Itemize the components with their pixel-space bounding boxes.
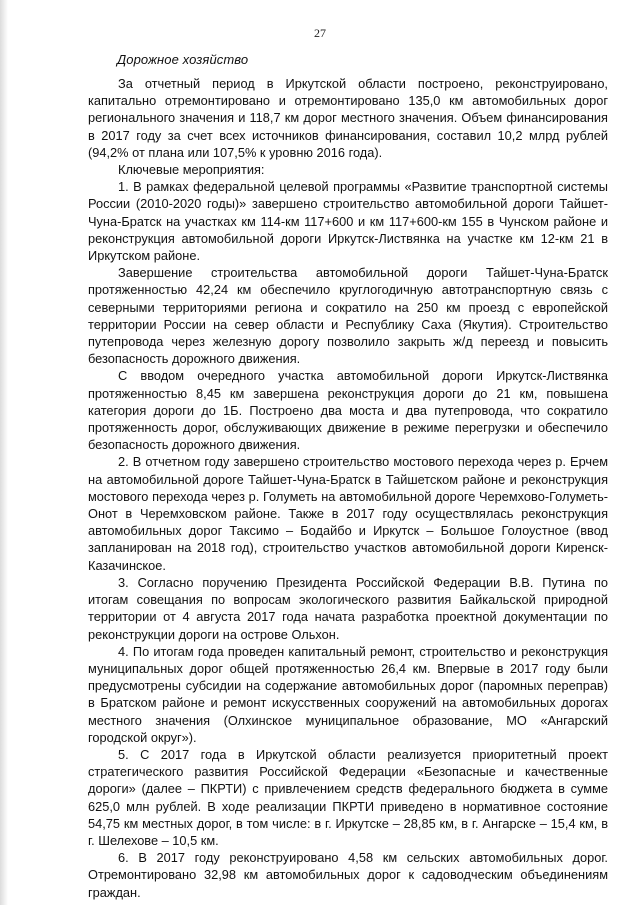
item-5-paragraph: 5. С 2017 года в Иркутской области реализуется приоритетный проект стратегического развития Российской Федерации «Безопасные и качественные дороги» (далее – ПКРТИ) с привлечением средств федерального бюджета в сумме 625,0 млн рублей. В ходе реализации ПКРТИ приведено в нормативное состояние 54,75 км местных дорог, в том числе: в г. Иркутске – 28,85 км, в г. Ангарске – 15,4 км, в г. Шелехове – 10,5 км. xyxy=(88,746,608,848)
document-body xyxy=(88,75,608,901)
scan-edge-shadow xyxy=(0,0,8,905)
item-1-paragraph: 1. В рамках федеральной целевой программы «Развитие транспортной системы России (2010-2020 годы)» завершено строительство автомобильной дороги Тайшет-Чуна-Братск на участках км 114-км 117+600 и км 117+600-км 155 в Чунском районе и реконструкция автомобильной дороги Иркутск-Листвянка на участке км 12-км 21 в Иркутском районе. xyxy=(88,179,608,264)
item-3-paragraph: 3. Согласно поручению Президента Российской Федерации В.В. Путина по итогам совещания по вопросам экологического развития Байкальской природной территории от 4 августа 2017 года начата разработка проектной документации по реконструкции дороги на острове Ольхон. xyxy=(88,574,608,642)
item-6-paragraph: 6. В 2017 году реконструировано 4,58 км сельских автомобильных дорог. Отремонтировано 32,98 км автомобильных дорог к садоводческим объединениям граждан. xyxy=(88,850,608,900)
page-number: 27 xyxy=(314,26,326,40)
key-measures-heading: Ключевые мероприятия: xyxy=(118,162,265,178)
taishet-road-paragraph: Завершение строительства автомобильной дороги Тайшет-Чуна-Братск протяженностью 42,24 км обеспечило круглогодичную автотранспортную связь с северными территориями региона и сократило на 250 км проезд с европейской территории России на север области и Республику Саха (Якутия). Строительство путепровода через железную дорогу позволило закрыть ж/д переезд и повысить безопасность дорожного движения. xyxy=(88,265,608,367)
item-4-paragraph: 4. По итогам года проведен капитальный ремонт, строительство и реконструкция муниципальных дорог общей протяженностью 26,4 км. Впервые в 2017 году были предусмотрены субсидии на содержание автомобильных дорог (паромных переправ) в Братском районе и ремонт искусственных сооружений на автомобильных дорогах местного значения (Олхинское муниципальное образование, МО «Ангарский городской округ»). xyxy=(88,643,608,745)
intro-paragraph: За отчетный период в Иркутской области построено, реконструировано, капитально отремонтировано и отремонтировано 135,0 км автомобильных дорог регионального значения и 118,7 км дорог местного значения. Объем финансирования в 2017 году за счет всех источников финансирования, составил 10,2 млрд рублей (94,2% от плана или 107,5% к уровню 2016 года). xyxy=(88,76,608,160)
listvyanka-road-paragraph: С вводом очередного участка автомобильной дороги Иркутск-Листвянка протяженностью 8,45 км завершена реконструкция дороги до 21 км, повышена категория дороги до 1Б. Построено два моста и два путепровода, что сократило протяженность дорог, обслуживающих движение в режиме перегрузки и обеспечило безопасность дорожного движения. xyxy=(88,368,608,453)
item-2-paragraph: 2. В отчетном году завершено строительство мостового перехода через р. Ерчем на автомобильной дороге Тайшет-Чуна-Братск в Тайшетском районе и реконструкция мостового перехода через р. Голуметь на автомобильной дороге Черемхово-Голуметь-Онот в Черемховском районе. Также в 2017 году осуществлялась реконструкция автомобильных дорог Таксимо – Бодайбо и Иркутск – Большое Голоустное (ввод запланирован на 2018 год), строительство участков автомобильной дороги Киренск-Казачинское. xyxy=(88,454,608,573)
section-title: Дорожное хозяйство xyxy=(117,52,249,67)
